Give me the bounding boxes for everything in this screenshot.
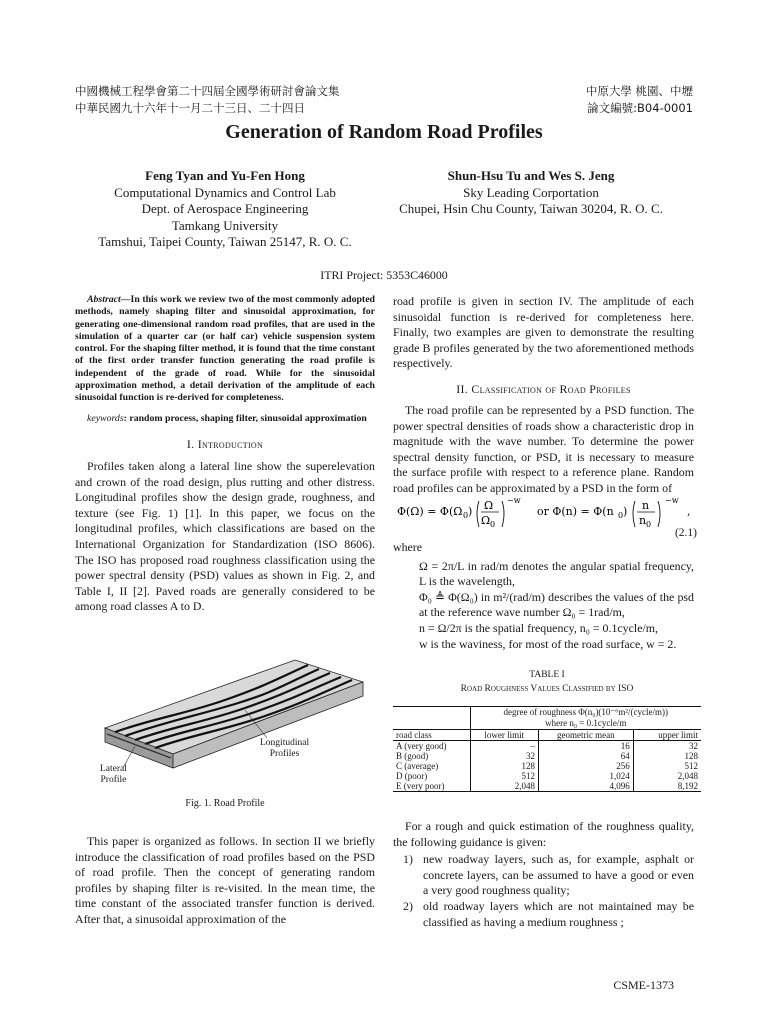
- intro-text-1: Profiles taken along a lateral line show the superelevation and crown of the road design, plus rutting and other distress. Longitudinal profiles show the design grade, roughness, and texture (see Fig. 1) [1]. In this paper, we focus on the longitudinal profiles, which classifications are based on the International Organization for Standardization (ISO 8606). The ISO has proposed road roughness classification using the power spectral density (PSD) values as shown in Fig. 2, and Table I, II [2]. Paved roads are generally considered to be among road classes A to D.: [75, 458, 375, 614]
- cell-lower: 512: [470, 771, 538, 781]
- list-item: [393, 852, 694, 899]
- psd-equation: [397, 495, 697, 541]
- cell-mean: 1,024: [538, 771, 633, 781]
- table-1-label: TABLE I: [529, 670, 565, 680]
- definitions-list: [393, 559, 694, 653]
- cell-upper: 512: [684, 761, 698, 771]
- list-item: [393, 899, 694, 930]
- table-1-title: Road Roughness Values Classified by ISO: [460, 684, 634, 694]
- section-2-title: II. Classification of Road Profiles: [456, 381, 631, 396]
- table-1: [393, 706, 701, 792]
- table-row: [393, 751, 701, 761]
- svg-text:,: ,: [687, 505, 691, 518]
- affil-right-2: Chupei, Hsin Chu County, Taiwan 30204, R. O. C.: [399, 201, 663, 216]
- col-geometric-mean: geometric mean: [538, 730, 633, 741]
- conference-name: 中國機械工程學會第二十四屆全國學術研討會論文集: [75, 84, 340, 98]
- col-lower-limit: lower limit: [470, 730, 538, 741]
- col-upper-limit: upper limit: [658, 730, 698, 740]
- authors-left: [70, 168, 380, 251]
- cell-lower: 128: [470, 761, 538, 771]
- table-row: [393, 781, 701, 792]
- left-column: [75, 294, 375, 615]
- conference-header-left: [75, 83, 340, 117]
- affil-left-1: Computational Dynamics and Control Lab: [114, 184, 336, 200]
- col-road-class: road class: [393, 730, 470, 741]
- table-header-sub: where n₀ = 0.1cycle/m: [545, 718, 627, 728]
- list-number: 1): [403, 852, 413, 867]
- where-label: where: [393, 540, 423, 554]
- roughness-table: [393, 706, 701, 792]
- figure-1-caption: Fig. 1. Road Profile: [185, 798, 265, 809]
- affil-left-3: Tamkang University: [171, 217, 279, 233]
- svg-text:Ω: Ω: [481, 514, 491, 527]
- label-lateral: Lateral: [100, 764, 127, 774]
- cell-mean: 4,096: [538, 781, 633, 792]
- cell-class: C (average): [393, 761, 470, 771]
- right-column: [393, 294, 694, 497]
- definitions: [393, 540, 694, 652]
- abstract-text: In this work we review two of the most commonly adopted methods, namely shaping filter and sinusoidal approximation, for generating one-dimensional random road profiles, that are used in the simulation of a quarter car (or half car) vehicle suspension system control. For the shaping filter method, it is found that the time constant of the first order transfer function generating the road profile is independent of the grade of road. While for the sinusoidal approximation method, a detail derivation of the amplitude of each sinusoidal function is re-derived for completeness.: [75, 294, 375, 404]
- section-1-title: I. Introduction: [186, 436, 264, 451]
- label-profile: Profile: [100, 774, 127, 785]
- cell-mean: 16: [538, 741, 633, 752]
- intro-text-2: This paper is organized as follows. In section II we briefly introduce the classification of road profiles based on the PSD of road profile. Then the concept of generating random profiles by shaping filter is re-visited. In the mean time, the time constant of the associated transfer function is derived. After that, a sinusoidal approximation of the: [75, 834, 375, 926]
- paper-number: 論文編號:B04-0001: [587, 101, 693, 115]
- definition-phi0: Φ₀ ≜ Φ(Ω₀) in m²/(rad/m) describes the values of the psd at the reference wave number Ω₀ = 1rad/m,: [419, 589, 694, 620]
- svg-text:−w: −w: [507, 496, 521, 505]
- intro-para-2: [75, 834, 375, 928]
- svg-text:): ): [468, 505, 473, 518]
- cell-class: B (good): [393, 751, 470, 761]
- svg-text:0: 0: [646, 520, 652, 529]
- cell-class: D (poor): [393, 771, 470, 781]
- affil-left-2: Dept. of Aerospace Engineering: [141, 201, 309, 216]
- list-text: new roadway layers, such as, for example, asphalt or concrete layers, can be assumed to have a good or even a very good roughness quality;: [423, 852, 694, 898]
- roughness-guidance: [393, 819, 694, 930]
- cell-lower: 2,048: [470, 781, 538, 792]
- svg-text:): ): [623, 505, 628, 518]
- affil-left-4: Tamshui, Taipei County, Taiwan 25147, R. O. C.: [98, 234, 352, 249]
- right-para-top: [393, 294, 694, 372]
- authors-right: [375, 168, 687, 218]
- definition-w: w is the waviness, for most of the road surface, w = 2.: [419, 636, 677, 651]
- cell-upper: 2,048: [677, 771, 698, 781]
- cell-upper: 128: [684, 751, 698, 761]
- cell-class: E (very poor): [393, 781, 470, 792]
- cell-mean: 256: [538, 761, 633, 771]
- table-column-headers: [393, 730, 701, 741]
- list-text: old roadway layers which are not maintained may be classified as having a medium roughness ;: [423, 898, 694, 929]
- conference-location: 中原大學 桃園、中壢: [585, 84, 693, 98]
- road-profile-illustration: [95, 650, 365, 790]
- label-lateral-profile: [100, 764, 127, 785]
- conference-header-right: [586, 83, 693, 117]
- paper-title: Generation of Random Road Profiles: [225, 121, 543, 143]
- keywords: [75, 413, 375, 425]
- conference-date: 中華民國九十六年十一月二十三日、二十四日: [75, 101, 305, 115]
- svg-text:Ω: Ω: [484, 499, 494, 512]
- keywords-text: : random process, shaping filter, sinusoidal approximation: [123, 412, 367, 424]
- definition-omega: Ω = 2π/L in rad/m denotes the angular spatial frequency, L is the wavelength,: [419, 558, 694, 589]
- section-2-para: [393, 403, 694, 497]
- intro-para-1: [75, 459, 375, 615]
- guidance-intro: For a rough and quick estimation of the roughness quality, the following guidance is given:: [393, 819, 694, 849]
- label-profiles: Profiles: [269, 748, 300, 759]
- definition-n: n = Ω/2π is the spatial frequency, n₀ = 0.1cycle/m,: [419, 620, 658, 635]
- affil-right-1: Sky Leading Corportation: [463, 184, 599, 200]
- svg-text:0: 0: [463, 511, 469, 520]
- abstract-label: Abstract—: [87, 294, 131, 305]
- svg-text:−w: −w: [665, 496, 679, 505]
- cell-lower: 32: [470, 751, 538, 761]
- table-row: [393, 771, 701, 781]
- cell-lower: –: [470, 741, 538, 752]
- label-longitudinal: Longitudinal: [260, 738, 310, 748]
- table-row: [393, 741, 701, 752]
- abstract: [75, 294, 375, 405]
- svg-text:n: n: [642, 499, 650, 512]
- page-footer: CSME-1373: [613, 978, 674, 992]
- author-names-left: Feng Tyan and Yu-Fen Hong: [145, 168, 305, 183]
- cell-mean: 64: [538, 751, 633, 761]
- table-header-group: [470, 707, 701, 730]
- equation-2-1: [397, 495, 697, 541]
- cell-class: A (very good): [393, 741, 470, 752]
- table-1-heading: [393, 668, 701, 696]
- list-number: 2): [403, 898, 413, 913]
- right-text-top: road profile is given in section IV. The amplitude of each sinusoidal function is re-derived for completeness here. Finally, two examples are given to demonstrate the resulting grade B profiles generated by the two aforementioned methods respectively.: [393, 294, 694, 371]
- label-longitudinal-profiles: [260, 738, 309, 759]
- section-2-text: The road profile can be represented by a PSD function. The power spectral densities of roads show a characteristic drop in magnitude with the wave number. To determine the power spectral density function, or PSD, it is necessary to measure the surface profile with respect to a reference plane. Random road profiles can be approximated by a PSD in the form of: [393, 402, 694, 495]
- figure-1: [95, 650, 365, 790]
- cell-upper: 8,192: [677, 781, 698, 791]
- table-header-top: degree of roughness Φ(n₀)(10⁻⁶m²/(cycle/m)): [503, 707, 668, 717]
- keywords-label: keywords: [87, 412, 124, 424]
- svg-text:Φ(Ω) = Φ(Ω: Φ(Ω) = Φ(Ω: [397, 505, 463, 518]
- author-names-right: Shun-Hsu Tu and Wes S. Jeng: [447, 168, 615, 183]
- project-number: ITRI Project: 5353C46000: [320, 268, 448, 282]
- svg-text:or Φ(n) = Φ(n: or Φ(n) = Φ(n: [537, 505, 614, 518]
- svg-text:0: 0: [618, 511, 624, 520]
- svg-text:n: n: [639, 514, 647, 527]
- table-row: [393, 761, 701, 771]
- svg-text:0: 0: [490, 520, 496, 529]
- cell-upper: 32: [689, 741, 698, 751]
- equation-number: (2.1): [674, 527, 697, 539]
